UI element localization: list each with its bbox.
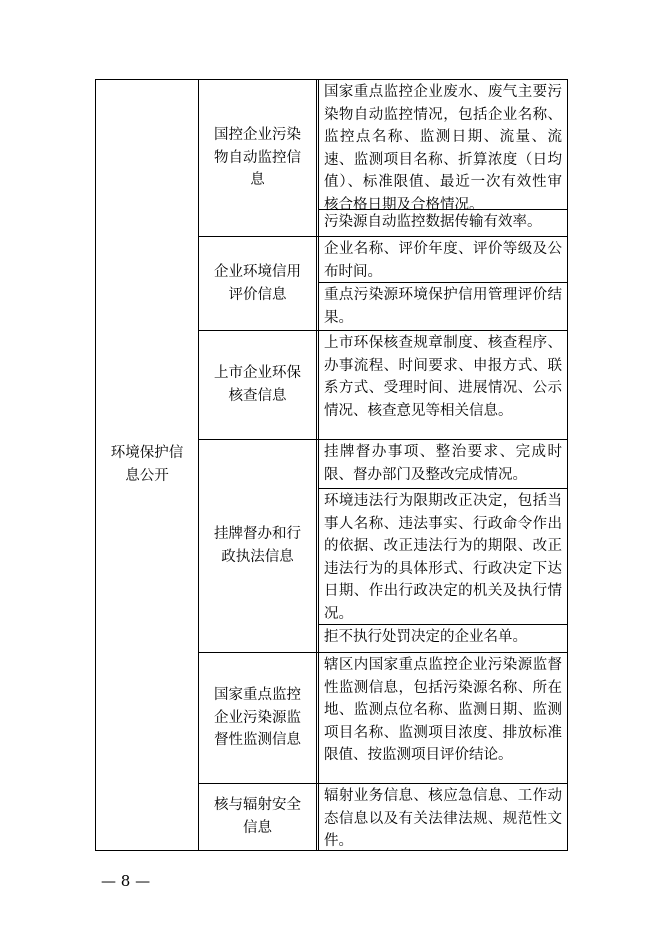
item-cell: 拒不执行处罚决定的企业名单。 <box>324 629 527 645</box>
item-cell: 辐射业务信息、核应急信息、工作动态信息以及有关法律法规、规范性文件。 <box>324 788 562 850</box>
group-name-supervision-enforcement: 挂牌督办和行政执法信息 <box>214 526 301 565</box>
item-cell: 环境违法行为限期改正决定，包括当事人名称、违法事实、行政命令作出的依据、改正违法行为的期限、改正违法行为的具体形式、行政决定下达日期、作出行政决定的机关及执行情况。 <box>324 493 562 622</box>
item-cell: 国家重点监控企业废水、废气主要污染物自动监控情况，包括企业名称、监控点名称、监测日期、流量、流速、监测项目名称、折算浓度（日均值）、标准限值、最近一次有效性审核合格日期及合格情况。 <box>324 84 562 213</box>
group-name-auto-monitoring: 国控企业污染物自动监控信息 <box>214 127 301 189</box>
item-cell: 挂牌督办事项、整治要求、完成时限、督办部门及整改完成情况。 <box>324 444 562 483</box>
item-cell: 上市环保核查规章制度、核查程序、办事流程、时间要求、申报方式、联系方式、受理时间、进展情况、公示情况、核查意见等相关信息。 <box>324 335 562 419</box>
page-number: — 8 — <box>101 872 151 890</box>
group-name-listed-company-audit: 上市企业环保核查信息 <box>214 365 301 404</box>
item-cell: 重点污染源环境保护信用管理评价结果。 <box>324 287 562 326</box>
category-cell: 环境保护信息公开 <box>110 445 184 484</box>
group-name-nuclear-radiation: 核与辐射安全信息 <box>214 797 301 836</box>
item-cell: 污染源自动监控数据传输有效率。 <box>324 214 542 230</box>
item-cell: 企业名称、评价年度、评价等级及公布时间。 <box>324 241 562 280</box>
item-cell: 辖区内国家重点监控企业污染源监督性监测信息，包括污染源名称、所在地、监测点位名称、监测日期、监测项目名称、监测项目浓度、排放标准限值、按监测项目评价结论。 <box>324 657 562 764</box>
group-name-supervisory-monitoring: 国家重点监控企业污染源监督性监测信息 <box>214 687 301 749</box>
group-name-credit-evaluation: 企业环境信用评价信息 <box>214 263 301 303</box>
